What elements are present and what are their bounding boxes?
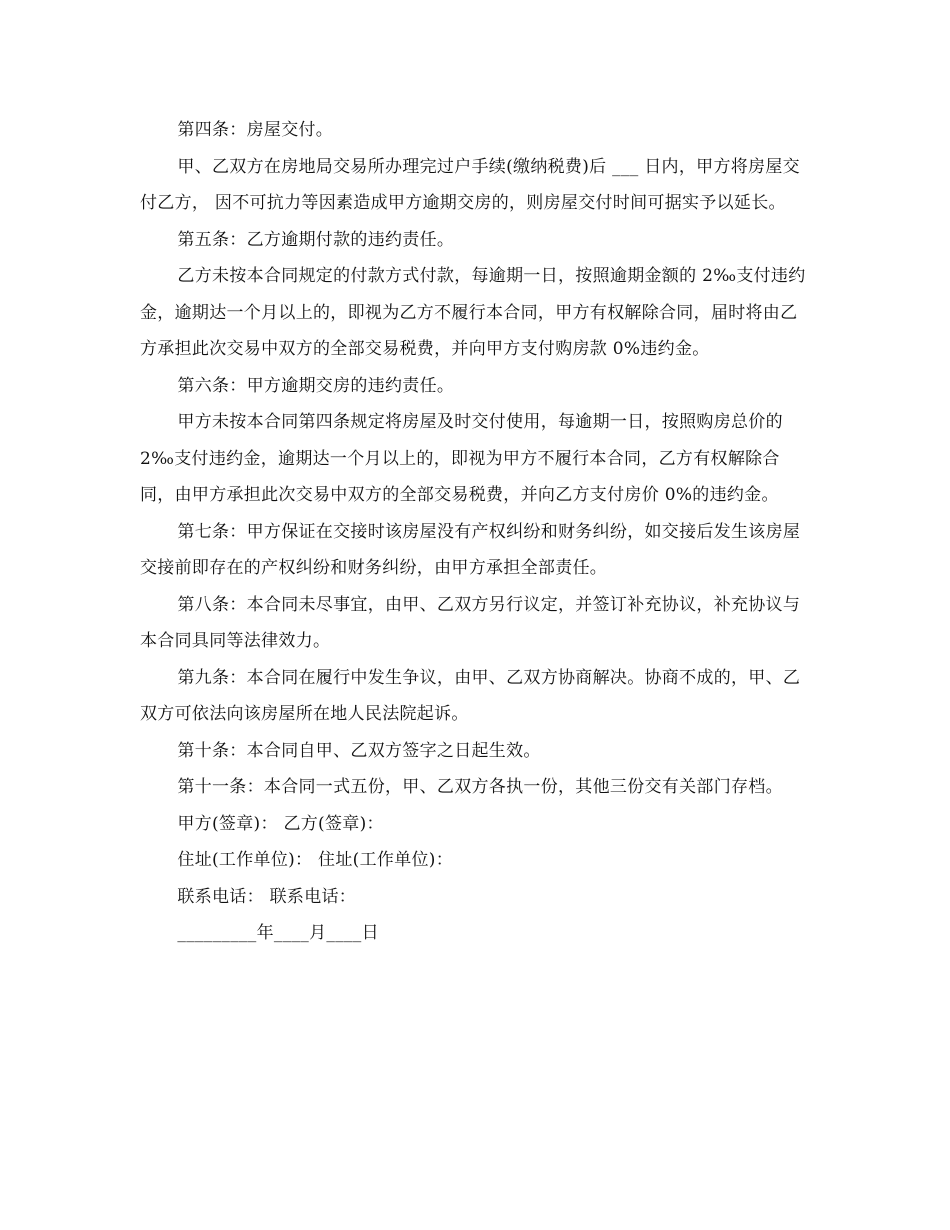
article-10-text: 第十条：本合同自甲、乙双方签字之日起生效。: [177, 740, 541, 761]
article-6-heading: 第六条：甲方逾期交房的违约责任。: [177, 375, 455, 396]
article-5-text: 乙方未按本合同规定的付款方式付款，每逾期一日，按照逾期金额的 2‰支付违约金，逾期达一个月以上的，即视为乙方不履行本合同，甲方有权解除合同，届时将由乙方承担此次交易中双方的全部交易税费，并向甲方支付购房款 0%违约金。: [140, 266, 806, 359]
signature-block: [140, 806, 812, 952]
phone-line: 联系电话： 联系电话：: [177, 886, 357, 907]
article-7-text: 第七条：甲方保证在交接时该房屋没有产权纠纷和财务纠纷，如交接后发生该房屋交接前即存在的产权纠纷和财务纠纷，由甲方承担全部责任。: [140, 521, 801, 578]
article-4-heading: 第四条：房屋交付。: [177, 120, 334, 140]
date-line: _________年____月____日: [177, 923, 379, 943]
article-4-text: 甲、乙双方在房地局交易所办理完过户手续(缴纳税费)后 ___ 日内，甲方将房屋交付乙方， 因不可抗力等因素造成甲方逾期交房的，则房屋交付时间可据实予以延长。: [140, 156, 800, 213]
address-line: 住址(工作单位)： 住址(工作单位)：: [177, 850, 454, 870]
contract-body: [140, 112, 812, 952]
article-6-text: 甲方未按本合同第四条规定将房屋及时交付使用，每逾期一日，按照购房总价的 2‰支付违约金，逾期达一个月以上的，即视为甲方不履行本合同，乙方有权解除合同，由甲方承担此次交易中双方的全部交易税费，并向乙方支付房价 0%的违约金。: [140, 412, 783, 505]
signature-line: 甲方(签章)： 乙方(签章)：: [177, 813, 384, 834]
article-8-text: 第八条：本合同未尽事宜，由甲、乙双方另行议定，并签订补充协议，补充协议与本合同具同等法律效力。: [140, 594, 801, 651]
article-9-text: 第九条：本合同在履行中发生争议，由甲、乙双方协商解决。协商不成的，甲、乙双方可依法向该房屋所在地人民法院起诉。: [140, 667, 801, 724]
article-5-heading: 第五条：乙方逾期付款的违约责任。: [177, 229, 455, 250]
article-11-text: 第十一条：本合同一式五份，甲、乙双方各执一份，其他三份交有关部门存档。: [177, 777, 783, 797]
